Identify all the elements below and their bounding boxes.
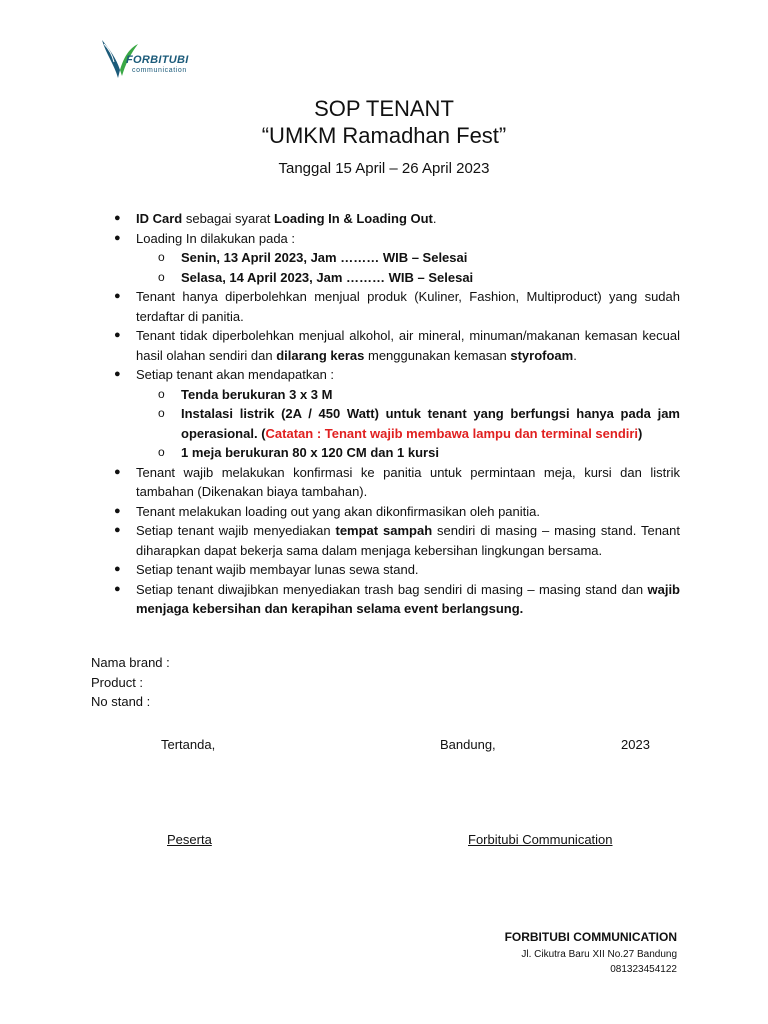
organizer-signer: Forbitubi Communication xyxy=(468,832,613,847)
rule-text: Setiap tenant akan mendapatkan : xyxy=(136,367,335,382)
rule-text-bold: dilarang keras xyxy=(276,347,365,363)
rules-list xyxy=(110,209,680,619)
facility-text: Tenda berukuran 3 x 3 M xyxy=(181,386,333,402)
facility-text: 1 meja berukuran 80 x 120 CM dan 1 kursi xyxy=(181,445,439,460)
bullet-icon: ● xyxy=(114,582,121,595)
list-item xyxy=(110,521,680,560)
bullet-icon: ● xyxy=(114,524,121,536)
bullet-icon: ● xyxy=(114,290,121,302)
sub-list-item xyxy=(110,404,680,443)
rule-text-bold: wajib menjaga kebersihan dan kerapihan selama event berlangsung. xyxy=(136,581,680,616)
footer-address: Jl. Cikutra Baru XII No.27 Bandung xyxy=(521,949,677,960)
loading-date: Senin, 13 April 2023, Jam ……… WIB – Selesai xyxy=(181,250,468,265)
bullet-icon: ● xyxy=(114,329,121,341)
circle-bullet-icon: o xyxy=(158,406,165,420)
facility-text: ) xyxy=(638,425,643,441)
loading-date: Selasa, 14 April 2023, Jam ……… WIB – Selesai xyxy=(181,269,474,285)
sub-list-item xyxy=(110,443,680,463)
list-item xyxy=(110,229,680,249)
list-item xyxy=(110,209,680,229)
list-item xyxy=(110,287,680,326)
bullet-icon: ● xyxy=(114,465,121,478)
list-item xyxy=(110,463,680,502)
footer-company: FORBITUBI COMMUNICATION xyxy=(504,930,677,944)
rule-text: Setiap tenant diwajibkan menyediakan trash bag sendiri di masing – masing stand dan xyxy=(136,581,648,597)
sub-list-item xyxy=(110,248,680,268)
stand-number-label: No stand : xyxy=(91,694,151,709)
rule-text-bold: tempat sampah xyxy=(335,523,433,538)
bullet-icon: ● xyxy=(114,504,121,517)
list-item xyxy=(110,502,680,522)
document-title: SOP TENANT xyxy=(314,96,454,121)
brand-name-label: Nama brand : xyxy=(91,655,170,670)
circle-bullet-icon: o xyxy=(158,445,165,459)
tertanda-label: Tertanda, xyxy=(161,737,216,752)
participant-signer: Peserta xyxy=(167,832,212,847)
bullet-icon: ● xyxy=(114,231,121,244)
list-item xyxy=(110,580,680,619)
rule-text: menggunakan kemasan xyxy=(364,347,511,363)
list-item xyxy=(110,326,680,365)
sub-list-item xyxy=(110,268,680,288)
rule-text-bold: ID Card xyxy=(136,211,183,226)
rule-text: . xyxy=(573,347,577,363)
circle-bullet-icon: o xyxy=(158,386,165,401)
rule-text: Tenant melakukan loading out yang akan dikonfirmasikan oleh panitia. xyxy=(136,503,540,519)
bullet-icon: ● xyxy=(114,563,121,575)
list-item xyxy=(110,560,680,580)
rule-text: sendiri di masing – masing stand. Tenant diharapkan dapat bekerja sama dalam menjaga kebersihan lingkungan bersama. xyxy=(136,523,680,558)
rule-text-bold: styrofoam xyxy=(510,347,574,363)
circle-bullet-icon: o xyxy=(158,250,165,264)
rule-text-bold: Loading In & Loading Out xyxy=(274,211,433,226)
bullet-icon: ● xyxy=(114,212,121,224)
company-logo xyxy=(100,34,210,84)
list-item xyxy=(110,365,680,385)
rule-text: sebagai syarat xyxy=(182,211,275,226)
logo-subtitle: communication xyxy=(132,67,187,74)
circle-bullet-icon: o xyxy=(158,269,165,284)
product-label: Product : xyxy=(91,675,144,690)
rule-text: Tenant wajib melakukan konfirmasi ke panitia untuk permintaan meja, kursi dan listrik tambahan (Dikenakan biaya tambahan). xyxy=(136,464,680,499)
logo-name: FORBITUBI xyxy=(126,54,189,66)
rule-text: Setiap tenant wajib membayar lunas sewa stand. xyxy=(136,562,419,577)
rule-text: . xyxy=(432,211,437,226)
event-date: Tanggal 15 April – 26 April 2023 xyxy=(278,160,490,177)
city-label: Bandung, xyxy=(440,737,496,752)
rule-text: Tenant hanya diperbolehkan menjual produk (Kuliner, Fashion, Multiproduct) yang sudah terdaftar di panitia. xyxy=(136,289,680,324)
footer-phone: 081323454122 xyxy=(610,964,677,975)
sub-list-item xyxy=(110,385,680,405)
facility-text: Instalasi listrik (2A / 450 Watt) untuk tenant yang berfungsi hanya pada jam operasional. ( xyxy=(181,406,680,441)
bullet-icon: ● xyxy=(114,368,121,380)
rule-text: Tenant tidak diperbolehkan menjual alkohol, air mineral, minuman/makanan kemasan kecual hasil olahan sendiri dan xyxy=(136,328,680,363)
warning-note: Catatan : Tenant wajib membawa lampu dan terminal sendiri xyxy=(265,425,639,441)
rule-text: Setiap tenant wajib menyediakan xyxy=(136,523,336,538)
event-name: “UMKM Ramadhan Fest” xyxy=(261,123,507,148)
year-label: 2023 xyxy=(621,737,650,752)
rule-text: Loading In dilakukan pada : xyxy=(136,230,296,246)
